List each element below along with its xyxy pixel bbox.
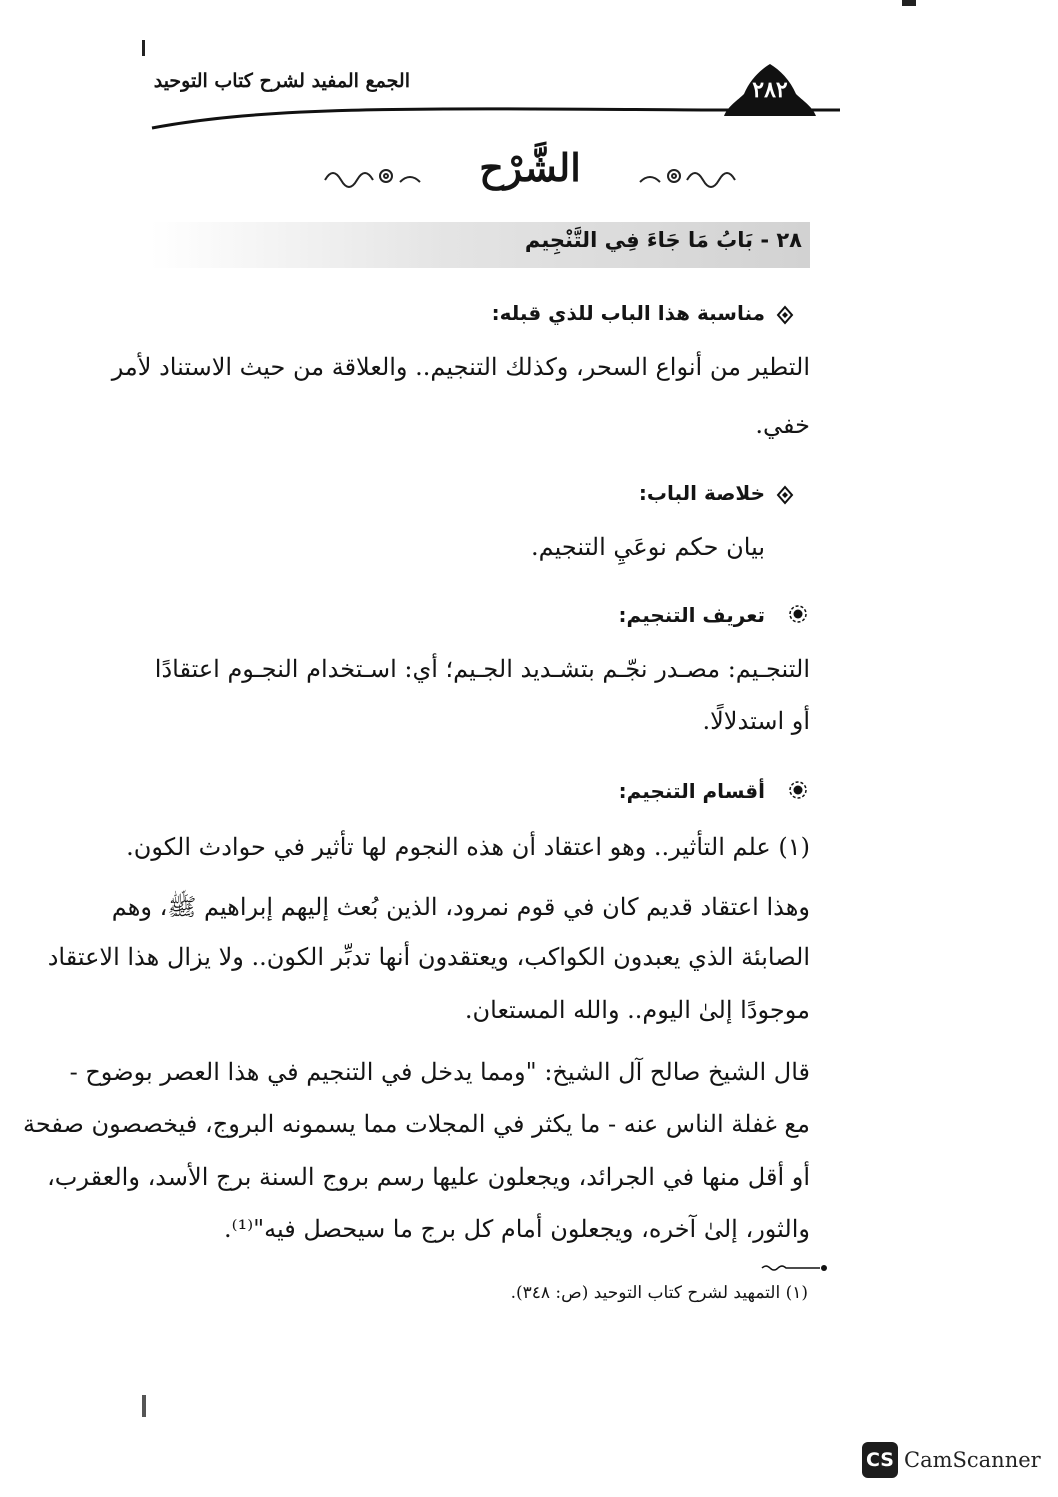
type-1-item: (١) علم التأثير.. وهو اعتقاد أن هذه النجوم لها تأثير في حوادث الكون. xyxy=(126,833,810,861)
footnote-1: (١) التمهيد لشرح كتاب التوحيد (ص: ٣٤٨). xyxy=(510,1283,808,1303)
paragraph-2-line-1: قال الشيخ صالح آل الشيخ: "ومما يدخل في التنجيم في هذا العصر بوضوح - xyxy=(69,1058,810,1086)
scan-edge-mark-left xyxy=(142,40,145,56)
camscanner-logo-icon: CS xyxy=(862,1442,898,1478)
paragraph-2-line-4: والثور، إلىٰ آخره، ويجعلون أمام كل برج ما سيحصل فيه"⁽¹⁾. xyxy=(224,1215,810,1243)
diamond-bullet-icon xyxy=(777,306,793,324)
definition-text-line-2: أو استدلالًا. xyxy=(702,707,810,735)
paragraph-1-line-1: وهذا اعتقاد قديم كان في قوم نمرود، الذين بُعث إليهم إبراهيم ﷺ، وهم xyxy=(111,893,810,921)
flower-bullet-icon xyxy=(788,604,808,624)
definition-heading: تعريف التنجيم: xyxy=(618,603,765,627)
summary-text: بيان حكم نوعَيِ التنجيم. xyxy=(530,533,765,561)
paragraph-2-line-2: مع غفلة الناس عنه - ما يكثر في المجلات مما يسمونه البروج، فيخصصون صفحة xyxy=(23,1110,810,1138)
page-number: ٢٨٢ xyxy=(752,77,788,103)
relation-text-line-1: التطير من أنواع السحر، وكذلك التنجيم.. والعلاقة من حيث الاستناد لأمر xyxy=(111,353,810,381)
paragraph-2-line-3: أو أقل منها في الجرائد، ويجعلون عليها رسم بروج السنة برج الأسد، والعقرب، xyxy=(47,1163,810,1191)
section-heading: الشَّرْح xyxy=(479,145,581,190)
paragraph-1-line-3: موجودًا إلىٰ اليوم.. والله المستعان. xyxy=(464,996,810,1024)
types-heading: أقسام التنجيم: xyxy=(618,779,765,803)
summary-heading: خلاصة الباب: xyxy=(638,481,765,505)
footnote-separator xyxy=(760,1262,830,1274)
chapter-title: ٢٨ - بَابُ مَا جَاءَ فِي التَّنْجِيم xyxy=(524,228,802,252)
running-header-title: الجمع المفيد لشرح كتاب التوحيد xyxy=(153,70,410,92)
camscanner-watermark: CamScanner xyxy=(904,1448,1041,1472)
chapter-banner xyxy=(150,222,810,268)
definition-text-line-1: التنجـيم: مصـدر نجّـم بتشـديد الجـيم؛ أي: اسـتخدام النجـوم اعتقادًا xyxy=(154,655,810,683)
scan-edge-mark-bottom xyxy=(142,1395,146,1417)
paragraph-1-line-2: الصابئة الذي يعبدون الكواكب، ويعتقدون أنها تدبِّر الكون.. ولا يزال هذا الاعتقاد xyxy=(47,943,810,971)
diamond-bullet-icon xyxy=(777,486,793,504)
relation-heading: مناسبة هذا الباب للذي قبله: xyxy=(491,301,765,325)
relation-text-line-2: خفي. xyxy=(755,411,810,439)
scan-edge-mark-top xyxy=(902,0,916,6)
flower-bullet-icon xyxy=(788,780,808,800)
